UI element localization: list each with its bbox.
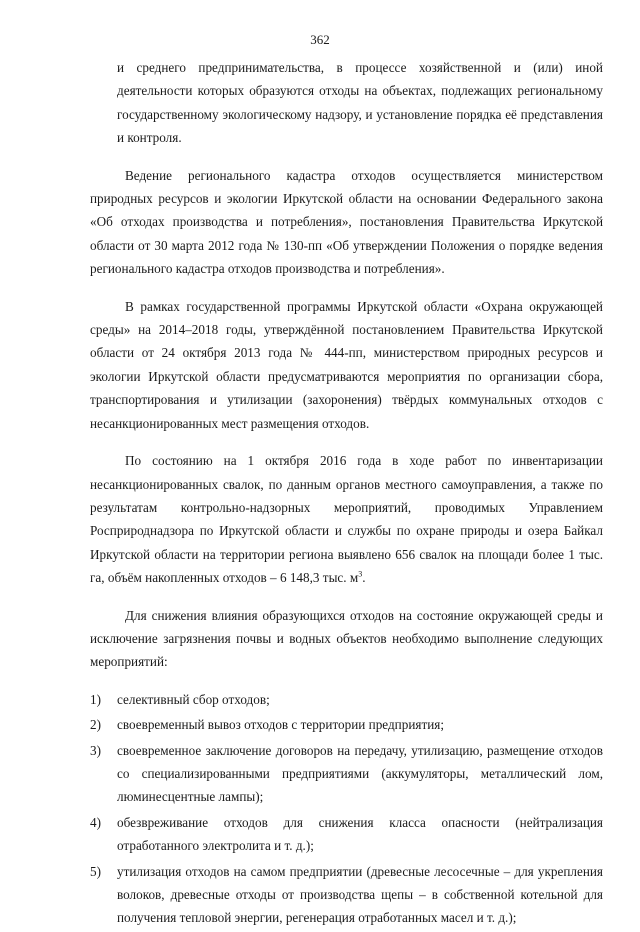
- dumps-inventory-text: По состоянию на 1 октября 2016 года в ходе работ по инвентаризации несанкционированных свалок, по данным органов местного самоуправления, а также по результатам контрольно-надзорных мероприятий, проводимых Управлением Росприроднадзора по Иркутской области и службы по охране природы и озера Байкал Иркутской области на территории региона выявлено 656 свалок на площади более 1 тыс. га, объём накопленных отходов – 6 148,3 тыс. м: [90, 453, 603, 586]
- volume-unit-superscript: 3: [358, 569, 363, 579]
- list-item-text: селективный сбор отходов;: [117, 691, 270, 707]
- list-item: [90, 688, 603, 711]
- paragraph-cadastre: Ведение регионального кадастра отходов осуществляется министерством природных ресурсов и экологии Иркутской области на основании Федерального закона «Об отходах производства и потребления», постановления Правительства Иркутской области от 30 марта 2012 года № 130-пп «Об утверждении Положения о порядке ведения регионального кадастра отходов производства и потребления».: [90, 167, 603, 277]
- list-item: [90, 811, 603, 858]
- list-item-number: 3): [90, 742, 101, 758]
- list-item-text: своевременный вывоз отходов с территории предприятия;: [117, 717, 445, 733]
- list-item-text: обезвреживание отходов для снижения класса опасности (нейтрализация отработанного электролита и т. д.);: [117, 814, 603, 854]
- list-item-number: 2): [90, 717, 101, 733]
- paragraph-continuation: и среднего предпринимательства, в процессе хозяйственной и (или) иной деятельности которых образуются отходы на объектах, подлежащих региональному государственному экологическому надзору, и установление порядка её представления и контроля.: [117, 60, 603, 146]
- list-item: [90, 713, 603, 736]
- list-item-text: своевременное заключение договоров на передачу, утилизацию, размещение отходов со специализированными предприятиями (аккумуляторы, металлический лом, люминесцентные лампы);: [117, 742, 603, 805]
- list-item: [90, 739, 603, 809]
- document-body: [90, 56, 603, 932]
- dumps-inventory-end: .: [362, 570, 366, 586]
- measures-list: [90, 688, 603, 930]
- list-item: [90, 860, 603, 930]
- paragraph-measures-intro: Для снижения влияния образующихся отходов на состояние окружающей среды и исключение загрязнения почвы и водных объектов необходимо выполнение следующих мероприятий:: [90, 607, 603, 670]
- list-item-text: утилизация отходов на самом предприятии (древесные лесосечные – для укрепления волоков, древесные отходы от производства щепы – в собственной котельной для получения тепловой энергии, регенерация отработанных масел и т. д.);: [117, 863, 603, 926]
- list-item-number: 1): [90, 691, 101, 707]
- list-item-number: 4): [90, 814, 101, 830]
- paragraph-state-program: В рамках государственной программы Иркутской области «Охрана окружающей среды» на 2014–2018 годы, утверждённой постановлением Правительства Иркутской области от 24 октября 2013 года № 444-пп, министерством природных ресурсов и экологии Иркутской области предусматриваются мероприятия по организации сбора, транспортирования и утилизации (захоронения) твёрдых коммунальных отходов с несанкционированных мест размещения отходов.: [90, 298, 603, 431]
- list-item-number: 5): [90, 863, 101, 879]
- paragraph-dumps-inventory: [90, 449, 603, 589]
- page-number: 362: [310, 32, 330, 47]
